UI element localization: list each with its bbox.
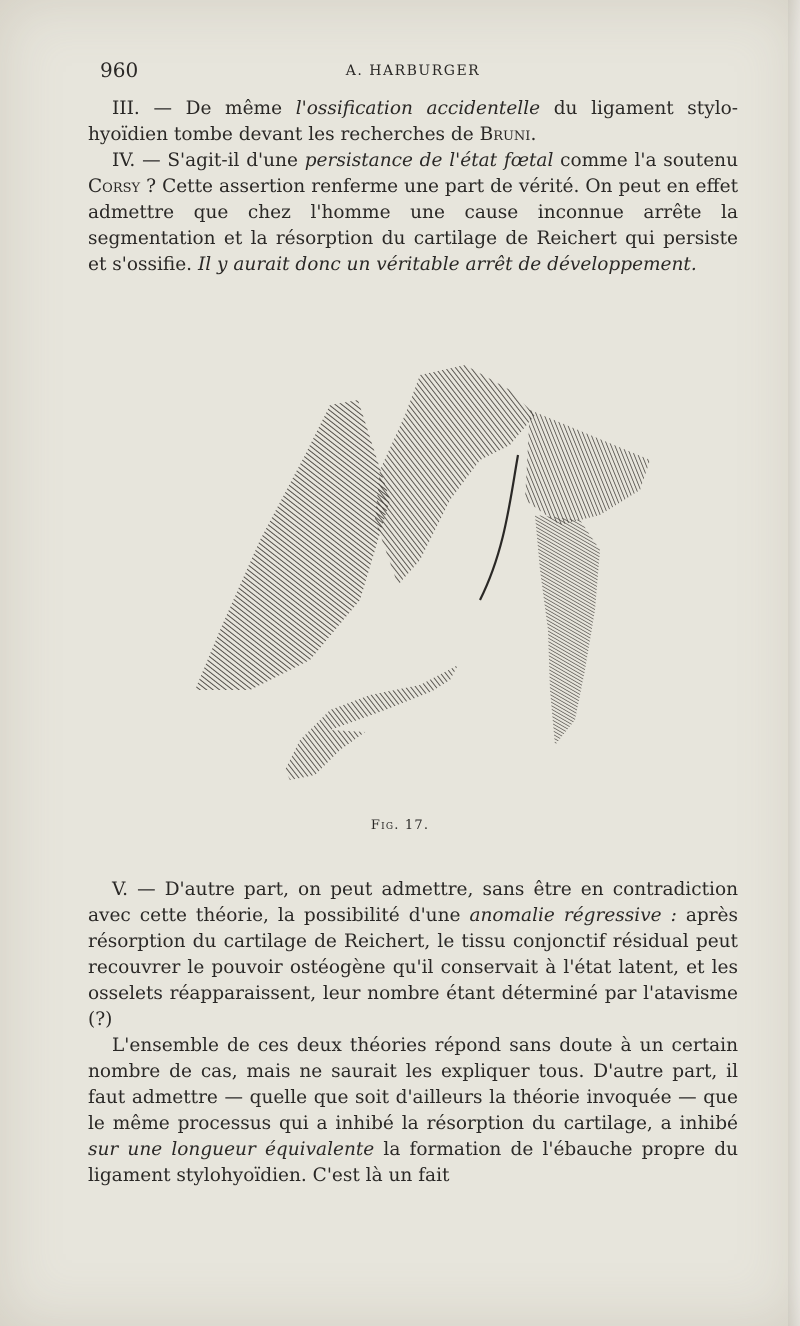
paragraph-v: V. — D'autre part, on peut admettre, sans être en contradiction avec cette théorie, la possibilité d'une anomalie régressive : après résorption du cartilage de Reichert, le tissu conjonctif résidual peut recouvrer le pouvoir ostéogène qu'il conservait à l'état latent, et les osselets réapparaissent, leur nombre étant déterminé par l'atavisme (?) (88, 879, 738, 1030)
emphasis: Il y aurait donc un véritable arrêt de développement. (197, 254, 697, 275)
emphasis: persistance de l'état fœtal (304, 150, 554, 171)
top-crest (375, 365, 535, 585)
text-block-top (88, 96, 738, 278)
figure-17-illustration (180, 360, 660, 790)
curved-line (480, 455, 518, 600)
figure-caption: Fig. 17. (370, 818, 430, 833)
section-numeral: III. (112, 98, 140, 119)
left-hatched-mass (195, 400, 390, 690)
scan-edge (788, 0, 800, 1326)
styloid-column (535, 515, 600, 745)
emphasis: sur une longueur équivalente (88, 1139, 375, 1160)
text-block-bottom (88, 877, 738, 1189)
paragraph-iv: IV. — S'agit-il d'une persistance de l'état fœtal comme l'a soutenu Corsy ? Cette assertion renferme une part de vérité. On peut en effet admettre que chez l'homme une cause inconnue arrête la segmentation et la résorption du cartilage de Reichert qui persiste et s'ossifie. Il y aurait donc un véritable arrêt de développement. (88, 150, 738, 275)
paragraph-iii: III. — De même l'ossification accidentelle du ligament stylo-hyoïdien tombe devant les recherches de Bruni. (88, 98, 738, 145)
right-wing (525, 410, 650, 525)
running-head: A. HARBURGER (345, 63, 481, 79)
emphasis: anomalie régressive : (469, 905, 677, 926)
emphasis: l'ossification accidentelle (295, 98, 541, 119)
author-name: Corsy (88, 176, 141, 197)
section-numeral: V. (112, 879, 129, 900)
section-numeral: IV. (112, 150, 136, 171)
paragraph-conclusion: L'ensemble de ces deux théories répond sans doute à un certain nombre de cas, mais ne saurait les expliquer tous. D'autre part, il faut admettre — quelle que soit d'ailleurs la théorie invoquée — que le même processus qui a inhibé la résorption du cartilage, a inhibé sur une longueur équivalente la formation de l'ébauche propre du ligament stylohyoïdien. C'est là un fait (88, 1035, 738, 1186)
page-header (88, 58, 738, 86)
author-name: Bruni (479, 124, 531, 145)
page-number: 960 (100, 58, 139, 82)
